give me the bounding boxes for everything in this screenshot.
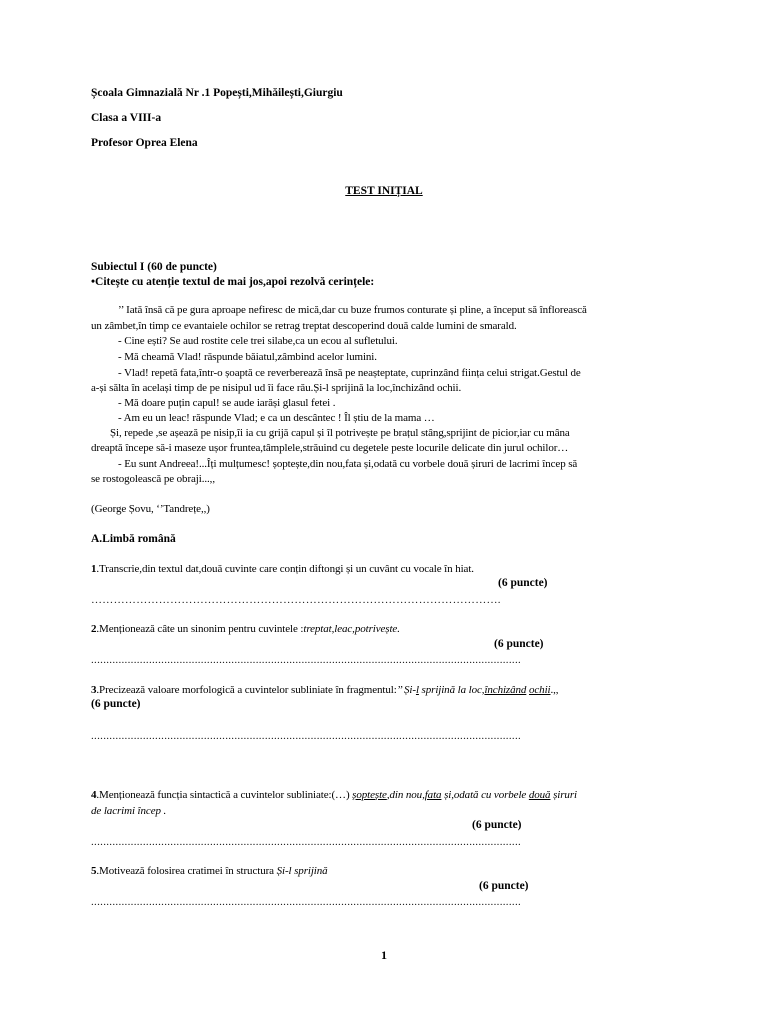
text-line: un zâmbet,în timp ce evantaiele ochilor se retrag treptat descoperind două calde lumini de smarald. bbox=[91, 320, 517, 332]
underlined-word: fata bbox=[424, 789, 442, 801]
question-number: 3 bbox=[91, 684, 97, 696]
text-line: - Am eu un leac! răspunde Vlad; e ca un descântec ! Îl știu de la mama … bbox=[118, 412, 435, 424]
subject-instruction: •Citește cu atenție textul de mai jos,apoi rezolvă cerințele: bbox=[91, 276, 375, 288]
quote-mid: sprijină la loc, bbox=[418, 684, 485, 696]
underlined-word: ochii bbox=[528, 684, 551, 696]
subject-heading: Subiectul I (60 de puncte) bbox=[91, 261, 217, 273]
question-text: .Menționează câte un sinonim pentru cuvintele : bbox=[96, 623, 304, 635]
question-4-points: (6 puncte) bbox=[472, 819, 522, 831]
quote-part: șiruri bbox=[550, 789, 577, 801]
question-5-points: (6 puncte) bbox=[479, 880, 529, 892]
question-text: .Precizează valoare morfologică a cuvintelor subliniate în fragmentul: bbox=[96, 684, 397, 696]
question-2 bbox=[91, 622, 400, 636]
teacher-name: Profesor Oprea Elena bbox=[91, 137, 198, 149]
question-number: 5 bbox=[91, 865, 97, 877]
section-heading: A.Limbă română bbox=[91, 533, 176, 545]
page-title: TEST INIȚIAL bbox=[345, 185, 423, 197]
text-line: - Eu sunt Andreea!...Îți mulțumesc! șoptește,din nou,fata și,odată cu vorbele două șiruri de lacrimi încep să bbox=[118, 458, 578, 470]
question-3-points: (6 puncte) bbox=[91, 698, 141, 710]
question-words: treptat,leac,potrivește. bbox=[303, 623, 400, 635]
text-line: se rostogolească pe obraji...,, bbox=[91, 473, 215, 485]
question-1 bbox=[91, 562, 474, 576]
question-4 bbox=[91, 788, 577, 802]
answer-line-2[interactable]: ............................................................................................................................................. bbox=[91, 654, 522, 666]
answer-line-1[interactable]: ………………………………………………………………………………………………. bbox=[91, 594, 501, 606]
answer-line-4[interactable]: ............................................................................................................................................. bbox=[91, 836, 522, 848]
question-number: 4 bbox=[91, 789, 97, 801]
text-line: - Vlad! repetă fata,într-o șoaptă ce reverberează însă pe neașteptate, cuprinzând ființa celui strigat.Gestul de bbox=[118, 367, 581, 379]
underlined-word: șoptește bbox=[352, 789, 387, 801]
question-number: 2 bbox=[91, 623, 97, 635]
text-line: - Mă doare puțin capul! se aude iarăși glasul fetei . bbox=[118, 397, 336, 409]
question-5 bbox=[91, 864, 328, 878]
answer-line-3[interactable]: ............................................................................................................................................. bbox=[91, 730, 522, 742]
text-line: dreaptă începe să-i maseze ușor fruntea,tâmplele,străuind cu degetele peste locurile delicate din jurul ochilor… bbox=[91, 442, 569, 454]
question-number: 1 bbox=[91, 563, 97, 575]
text-line: ’’ Iată însă că pe gura aproape nefiresc de mică,dar cu buze frumos conturate și pline, a început să înflorească bbox=[118, 304, 587, 316]
question-text: .Menționează funcția sintactică a cuvintelor subliniate:(…) bbox=[96, 789, 353, 801]
text-line: a-și sălta în același timp de pe nisipul ud îi face rău.Și-l sprijină la loc,închizând ochii. bbox=[91, 382, 462, 394]
question-words: Și-l sprijină bbox=[276, 865, 328, 877]
answer-line-5[interactable]: ............................................................................................................................................. bbox=[91, 896, 522, 908]
class-label: Clasa a VIII-a bbox=[91, 112, 162, 124]
quote-part: ,din nou, bbox=[386, 789, 425, 801]
question-text: .Transcrie,din textul dat,două cuvinte care conțin diftongi și un cuvânt cu vocale în hiat. bbox=[96, 563, 474, 575]
question-text: .Motivează folosirea cratimei în structura bbox=[96, 865, 277, 877]
quote-open: ’’ Și- bbox=[396, 684, 416, 696]
question-2-points: (6 puncte) bbox=[494, 638, 544, 650]
question-1-points: (6 puncte) bbox=[498, 577, 548, 589]
page-number: 1 bbox=[381, 948, 387, 962]
text-line: Și, repede ,se așează pe nisip,îi ia cu grijă capul și îl potrivește pe brațul stâng,sprijint de picior,iar cu mâna bbox=[110, 427, 570, 439]
text-source: (George Șovu, ‘’Tandrețe,,) bbox=[91, 503, 210, 515]
underlined-word: două bbox=[528, 789, 551, 801]
text-line: - Mă cheamă Vlad! răspunde băiatul,zâmbind acelor lumini. bbox=[118, 351, 377, 363]
underlined-word: închizând bbox=[484, 684, 527, 696]
quote-close: .,, bbox=[550, 684, 559, 696]
question-3 bbox=[91, 683, 558, 697]
underlined-word: l bbox=[415, 684, 419, 696]
text-line: - Cine ești? Se aud rostite cele trei silabe,ca un ecou al sufletului. bbox=[118, 335, 398, 347]
quote-part: și,odată cu vorbele bbox=[441, 789, 529, 801]
question-4-cont: de lacrimi încep . bbox=[91, 805, 167, 817]
school-name: Școala Gimnazială Nr .1 Popești,Mihăilești,Giurgiu bbox=[91, 87, 343, 99]
